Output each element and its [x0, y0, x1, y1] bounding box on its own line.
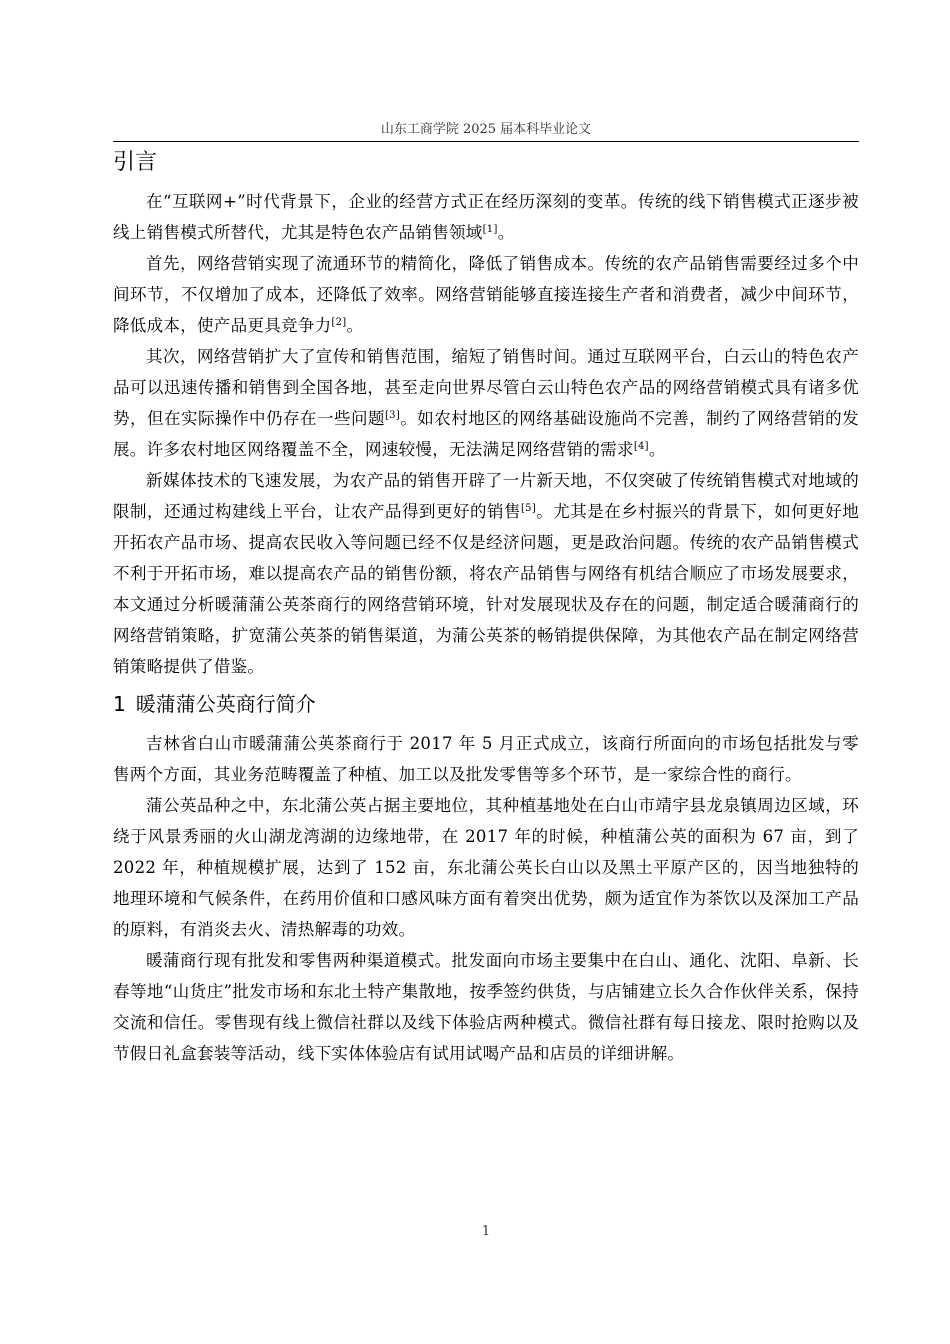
section-title: 暖蒲蒲公英商行简介 — [135, 692, 316, 716]
intro-paragraph: 新媒体技术的飞速发展，为农产品的销售开辟了一片新天地，不仅突破了传统销售模式对地域的限制，还通过构建线上平台，让农产品得到更好的销售[5]。尤其是在乡村振兴的背景下，如何更好地开拓农产品市场、提高农民收入等问题已经不仅是经济问题，更是政治问题。传统的农产品销售模式不利于开拓市场，难以提高农产品的销售份额，将农产品销售与网络有机结合顺应了市场发展要求，本文通过分析暖蒲蒲公英茶商行的网络营销环境，针对发展现状及存在的问题，制定适合暖蒲商行的网络营销策略，扩宽蒲公英茶的销售渠道，为蒲公英茶的畅销提供保障，为其他农产品在制定网络营销策略提供了借鉴。 — [113, 471, 859, 676]
intro-paragraph: 首先，网络营销实现了流通环节的精简化，降低了销售成本。传统的农产品销售需要经过多个中间环节，不仅增加了成本，还降低了效率。网络营销能够直接连接生产者和消费者，减少中间环节，降低成本，使产品更具竞争力[2]。 — [113, 254, 859, 335]
citation[interactable]: [2] — [331, 317, 347, 328]
citation[interactable]: [3] — [384, 410, 401, 421]
section-1-paragraph: 蒲公英品种之中，东北蒲公英占据主要地位，其种植基地处在白山市靖宇县龙泉镇周边区域，环绕于风景秀丽的火山湖龙湾湖的边缘地带，在 2017 年的时候，种植蒲公英的面积为 67 亩，到了 2022 年，种植规模扩展，达到了 152 亩，东北蒲公英长白山以及黑土平原产区的，因当地独特的地理环境和气候条件，在药用价值和口感风味方面有着突出优势，颇为适宜作为茶饮以及深加工产品的原料，有消炎去火、清热解毒的功效。 — [113, 796, 859, 939]
citation[interactable]: [1] — [482, 224, 498, 235]
citation[interactable]: [5] — [520, 503, 537, 514]
page-number: 1 — [481, 1224, 491, 1239]
intro-paragraph: 其次，网络营销扩大了宣传和销售范围，缩短了销售时间。通过互联网平台，白云山的特色农产品可以迅速传播和销售到全国各地，甚至走向世界尽管白云山特色农产品的网络营销模式具有诸多优势，但在实际操作中仍存在一些问题[3]。如农村地区的网络基础设施尚不完善，制约了网络营销的发展。许多农村地区网络覆盖不全，网速较慢，无法满足网络营销的需求[4]。 — [113, 347, 859, 459]
section-1-paragraph: 暖蒲商行现有批发和零售两种渠道模式。批发面向市场主要集中在白山、通化、沈阳、阜新、长春等地“山货庄”批发市场和东北土特产集散地，按季签约供货，与店铺建立长久合作伙伴关系，保持交流和信任。零售现有线上微信社群以及线下体验店两种模式。微信社群有每日接龙、限时抢购以及节假日礼盒套装等活动，线下实体体验店有试用试喝产品和店员的详细讲解。 — [113, 951, 859, 1063]
citation[interactable]: [4] — [633, 441, 649, 452]
section-number: 1 — [113, 692, 126, 716]
intro-paragraph: 在“互联网+”时代背景下，企业的经营方式正在经历深刻的变革。传统的线下销售模式正逐步被线上销售模式所替代，尤其是特色农产品销售领域[1]。 — [113, 192, 859, 242]
page-header: 山东工商学院 2025 届本科毕业论文 — [380, 122, 592, 137]
page-content — [113, 142, 859, 1069]
section-1-paragraph: 吉林省白山市暖蒲蒲公英茶商行于 2017 年 5 月正式成立，该商行所面向的市场包括批发与零售两个方面，其业务范畴覆盖了种植、加工以及批发零售等多个环节，是一家综合性的商行。 — [113, 734, 859, 784]
intro-heading: 引言 — [113, 150, 158, 175]
section-1-heading — [113, 686, 859, 722]
